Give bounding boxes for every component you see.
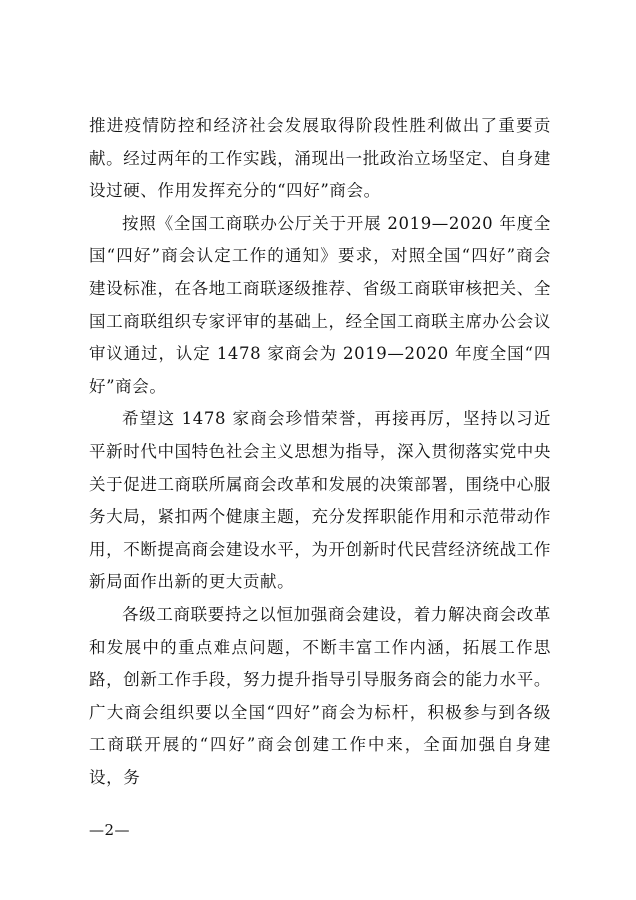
paragraph-1: 推进疫情防控和经济社会发展取得阶段性胜利做出了重要贡献。经过两年的工作实践，涌现出一批政治立场坚定、自身建设过硬、作用发挥充分的“四好”商会。 xyxy=(89,116,551,201)
paragraph-4: 各级工商联要持之以恒加强商会建设，着力解决商会改革和发展中的重点难点问题，不断丰富工作内涵，拓展工作思路，创新工作手段，努力提升指导引导服务商会的能力水平。广大商会组织要以全国“四好”商会为标杆，积极参与到各级工商联开展的“四好”商会创建工作中来，全面加强自身建设，务 xyxy=(89,604,551,787)
page-number: —2— xyxy=(89,821,131,839)
paragraph-2: 按照《全国工商联办公厅关于开展 2019—2020 年度全国“四好”商会认定工作的通知》要求，对照全国“四好”商会建设标准，在各地工商联逐级推荐、省级工商联审核把关、全国工商联组织专家评审的基础上，经全国工商联主席办公会议审议通过，认定 1478 家商会为 2019—2020 年度全国“四好”商会。 xyxy=(89,213,551,396)
document-body xyxy=(89,110,551,794)
paragraph-3: 希望这 1478 家商会珍惜荣誉，再接再厉，坚持以习近平新时代中国特色社会主义思想为指导，深入贯彻落实党中央关于促进工商联所属商会改革和发展的决策部署，围绕中心服务大局，紧扣两个健康主题，充分发挥职能作用和示范带动作用，不断提高商会建设水平，为开创新时代民营经济统战工作新局面作出新的更大贡献。 xyxy=(89,409,551,592)
